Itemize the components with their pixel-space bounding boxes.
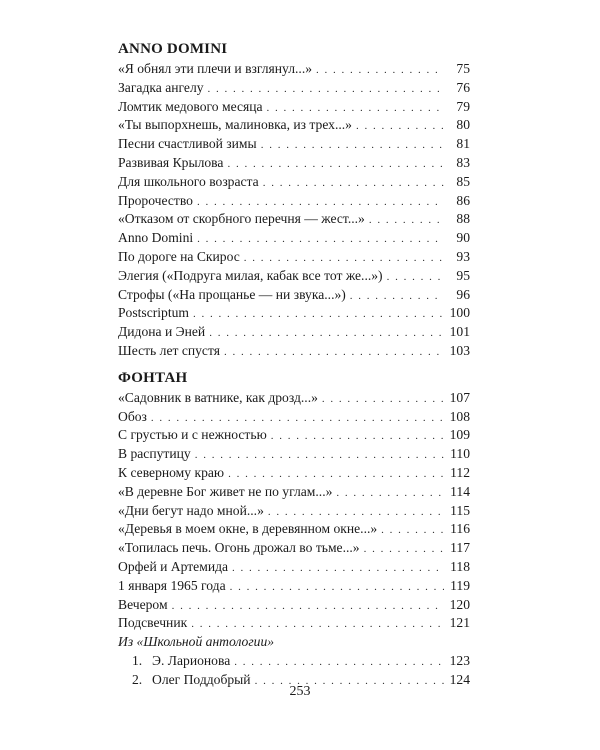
entry-title: С грустью и с нежностью bbox=[118, 427, 267, 443]
dot-leader bbox=[197, 230, 444, 249]
entry-number: 2. bbox=[132, 671, 143, 687]
toc-entry bbox=[118, 408, 470, 427]
toc-entry bbox=[118, 135, 470, 154]
entry-number: 1. bbox=[132, 652, 143, 668]
entry-page: 79 bbox=[456, 98, 470, 114]
dot-leader bbox=[316, 61, 444, 80]
toc-entry bbox=[118, 502, 470, 521]
entry-page: 100 bbox=[449, 305, 470, 321]
entry-title: «Деревья в моем окне, в деревянном окне...» bbox=[118, 521, 378, 537]
toc-entry bbox=[118, 342, 470, 361]
toc-entry bbox=[118, 596, 470, 615]
entry-title: «Ты выпорхнешь, малиновка, из трех...» bbox=[118, 117, 352, 133]
entry-title: 1 января 1965 года bbox=[118, 577, 226, 593]
entry-page: 114 bbox=[450, 483, 470, 499]
toc-entry bbox=[118, 116, 470, 135]
toc-entry bbox=[118, 464, 470, 483]
entry-title: В распутицу bbox=[118, 446, 191, 462]
toc-entry bbox=[118, 248, 470, 267]
entry-list bbox=[118, 60, 470, 361]
entry-page: 85 bbox=[456, 173, 470, 189]
entry-page: 81 bbox=[456, 136, 470, 152]
entry-page: 107 bbox=[449, 389, 470, 405]
toc-entry bbox=[118, 192, 470, 211]
entry-title: Подсвечник bbox=[118, 615, 188, 631]
dot-leader bbox=[369, 211, 444, 230]
toc-entry bbox=[118, 558, 470, 577]
dot-leader bbox=[228, 465, 444, 484]
dot-leader bbox=[381, 521, 444, 540]
dot-leader bbox=[268, 503, 444, 522]
entry-page: 88 bbox=[456, 211, 470, 227]
toc-entry bbox=[118, 229, 470, 248]
toc-entry bbox=[118, 483, 470, 502]
entry-page: 112 bbox=[450, 464, 470, 480]
entry-title: Обоз bbox=[118, 408, 147, 424]
dot-leader bbox=[234, 653, 444, 672]
entry-title: Дидона и Эней bbox=[118, 324, 206, 340]
dot-leader bbox=[195, 446, 444, 465]
toc-entry bbox=[118, 323, 470, 342]
entry-title: Пророчество bbox=[118, 192, 193, 208]
toc-entry bbox=[118, 286, 470, 305]
entry-page: 76 bbox=[456, 79, 470, 95]
entry-page: 117 bbox=[450, 540, 470, 556]
dot-leader bbox=[230, 578, 444, 597]
entry-page: 101 bbox=[449, 324, 470, 340]
entry-page: 115 bbox=[450, 502, 470, 518]
entry-page: 123 bbox=[449, 652, 470, 668]
subgroup-heading: Из «Школьной антологии» bbox=[118, 634, 275, 650]
toc-entry bbox=[118, 652, 470, 671]
entry-title: «В деревне Бог живет не по углам...» bbox=[118, 483, 333, 499]
entry-title: Развивая Крылова bbox=[118, 154, 224, 170]
entry-title: Шесть лет спустя bbox=[118, 342, 220, 358]
entry-page: 118 bbox=[450, 558, 470, 574]
toc-entry bbox=[118, 539, 470, 558]
dot-leader bbox=[350, 287, 444, 306]
entry-page: 103 bbox=[449, 342, 470, 358]
entry-page: 93 bbox=[456, 248, 470, 264]
toc-entry bbox=[118, 79, 470, 98]
entry-title: Вечером bbox=[118, 596, 168, 612]
dot-leader bbox=[387, 268, 444, 287]
dot-leader bbox=[224, 343, 444, 362]
dot-leader bbox=[244, 249, 444, 268]
dot-leader bbox=[267, 99, 444, 118]
entry-title: К северному краю bbox=[118, 464, 225, 480]
toc-entry bbox=[118, 614, 470, 633]
section-anno-domini bbox=[118, 38, 470, 361]
dot-leader bbox=[322, 390, 444, 409]
toc-entry bbox=[118, 577, 470, 596]
entry-title: Загадка ангелу bbox=[118, 79, 204, 95]
toc-entry bbox=[118, 520, 470, 539]
dot-leader bbox=[227, 155, 444, 174]
entry-title: «Отказом от скорбного перечня — жест...» bbox=[118, 211, 365, 227]
entry-title: «Я обнял эти плечи и взглянул...» bbox=[118, 61, 313, 76]
dot-leader bbox=[364, 540, 444, 559]
section-fontan bbox=[118, 367, 470, 690]
toc-entry bbox=[118, 210, 470, 229]
section-title: ФОНТАН bbox=[118, 369, 188, 386]
entry-page: 96 bbox=[456, 286, 470, 302]
toc-entry bbox=[118, 304, 470, 323]
entry-page: 109 bbox=[449, 427, 470, 443]
entry-title: Элегия («Подруга милая, кабак все тот же...») bbox=[118, 267, 383, 283]
entry-title: «Садовник в ватнике, как дрозд...» bbox=[118, 389, 318, 405]
entry-title: Олег Поддобрый bbox=[152, 671, 251, 687]
entry-page: 124 bbox=[449, 671, 470, 687]
entry-page: 83 bbox=[456, 154, 470, 170]
toc-entry bbox=[118, 267, 470, 286]
entry-title: По дороге на Скирос bbox=[118, 248, 240, 264]
toc-entry bbox=[118, 154, 470, 173]
dot-leader bbox=[208, 80, 444, 99]
toc-entry bbox=[118, 389, 470, 408]
dot-leader bbox=[172, 597, 444, 616]
entry-page: 86 bbox=[456, 192, 470, 208]
entry-title: Для школьного возраста bbox=[118, 173, 259, 189]
entry-title: Postscriptum bbox=[118, 305, 189, 321]
entry-title: Строфы («На прощанье — ни звука...») bbox=[118, 286, 346, 302]
entry-page: 90 bbox=[456, 230, 470, 246]
entry-page: 75 bbox=[456, 61, 470, 76]
dot-leader bbox=[193, 305, 444, 324]
dot-leader bbox=[151, 409, 444, 428]
dot-leader bbox=[356, 117, 444, 136]
dot-leader bbox=[232, 559, 444, 578]
entry-page: 119 bbox=[450, 577, 470, 593]
entry-page: 116 bbox=[450, 521, 470, 537]
dot-leader bbox=[261, 136, 444, 155]
entry-title: Орфей и Артемида bbox=[118, 558, 229, 574]
dot-leader bbox=[197, 193, 444, 212]
entry-title: Э. Ларионова bbox=[152, 652, 231, 668]
entry-page: 80 bbox=[456, 117, 470, 133]
entry-page: 120 bbox=[449, 596, 470, 612]
entry-page: 110 bbox=[450, 446, 470, 462]
toc-entry bbox=[118, 445, 470, 464]
dot-leader bbox=[191, 615, 444, 634]
entry-title: Песни счастливой зимы bbox=[118, 136, 257, 152]
entry-page: 121 bbox=[449, 615, 470, 631]
dot-leader bbox=[209, 324, 444, 343]
dot-leader bbox=[271, 427, 444, 446]
dot-leader bbox=[336, 484, 444, 503]
toc-entry bbox=[118, 173, 470, 192]
dot-leader bbox=[263, 174, 444, 193]
entry-title: Ломтик медового месяца bbox=[118, 98, 263, 114]
toc-entry bbox=[118, 98, 470, 117]
entry-page: 108 bbox=[449, 408, 470, 424]
toc-entry bbox=[118, 60, 470, 79]
entry-page: 95 bbox=[456, 267, 470, 283]
toc-entry bbox=[118, 426, 470, 445]
table-of-contents bbox=[118, 38, 470, 690]
entry-title: Anno Domini bbox=[118, 230, 194, 246]
section-title: ANNO DOMINI bbox=[118, 41, 228, 57]
entry-title: «Дни бегут надо мной...» bbox=[118, 502, 264, 518]
entry-title: «Топилась печь. Огонь дрожал во тьме...» bbox=[118, 540, 360, 556]
entry-list bbox=[118, 389, 470, 633]
page-number: 253 bbox=[289, 684, 311, 699]
